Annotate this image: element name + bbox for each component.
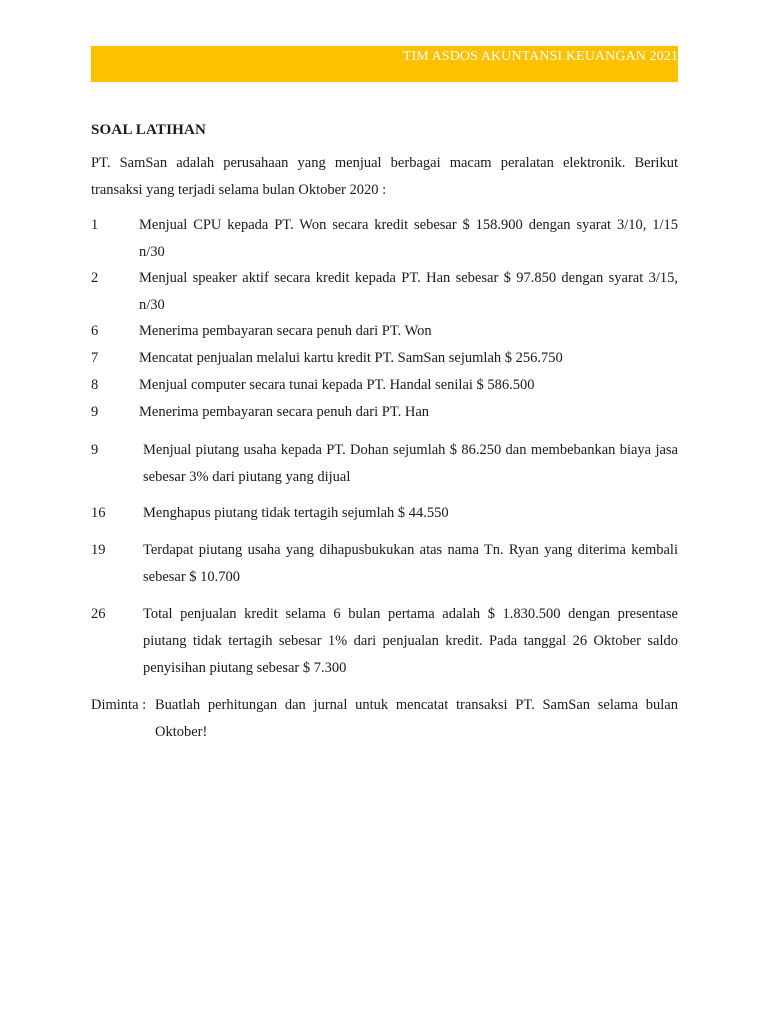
transaction-item — [91, 345, 678, 372]
transaction-item — [91, 500, 678, 527]
transaction-item — [91, 318, 678, 345]
transaction-text: Total penjualan kredit selama 6 bulan pertama adalah $ 1.830.500 dengan presentase piutang tidak tertagih sebesar 1% dari penjualan kredit. Pada tanggal 26 Oktober saldo penyisihan piutang sebesar $ 7.300 — [143, 606, 678, 676]
transaction-text: Menerima pembayaran secara penuh dari PT. Won — [139, 323, 432, 339]
header-bar — [91, 46, 678, 82]
transaction-date: 2 — [91, 270, 99, 286]
transaction-text: Menjual speaker aktif secara kredit kepada PT. Han sebesar $ 97.850 dengan syarat 3/15, n/30 — [139, 270, 678, 313]
transaction-item — [91, 537, 678, 591]
transaction-text: Menjual computer secara tunai kepada PT. Handal senilai $ 586.500 — [139, 377, 535, 393]
transaction-text: Menghapus piutang tidak tertagih sejumlah $ 44.550 — [143, 505, 449, 521]
transaction-item — [91, 372, 678, 399]
transaction-date: 1 — [91, 217, 99, 233]
task-label: Diminta : — [91, 697, 147, 713]
transaction-text: Menjual CPU kepada PT. Won secara kredit sebesar $ 158.900 dengan syarat 3/10, 1/15 n/30 — [139, 217, 678, 260]
transaction-date: 19 — [91, 542, 106, 558]
section-title: SOAL LATIHAN — [91, 122, 207, 138]
transaction-date: 6 — [91, 323, 99, 339]
task-text: Buatlah perhitungan dan jurnal untuk mencatat transaksi PT. SamSan selama bulan Oktober! — [155, 697, 678, 740]
transaction-date: 26 — [91, 606, 106, 622]
transaction-date: 7 — [91, 350, 99, 366]
transaction-item — [91, 399, 678, 426]
transaction-date: 9 — [91, 442, 99, 458]
transaction-date: 8 — [91, 377, 99, 393]
header-title: TIM ASDOS AKUNTANSI KEUANGAN 2021 — [402, 49, 678, 64]
transaction-text: Mencatat penjualan melalui kartu kredit PT. SamSan sejumlah $ 256.750 — [139, 350, 563, 366]
transaction-text: Terdapat piutang usaha yang dihapusbukukan atas nama Tn. Ryan yang diterima kembali sebesar $ 10.700 — [143, 542, 678, 585]
transaction-item — [91, 437, 678, 491]
transaction-item — [91, 212, 678, 266]
transaction-item — [91, 265, 678, 319]
transaction-date: 16 — [91, 505, 106, 521]
transaction-text: Menjual piutang usaha kepada PT. Dohan sejumlah $ 86.250 dan membebankan biaya jasa sebesar 3% dari piutang yang dijual — [143, 442, 678, 485]
intro-paragraph: PT. SamSan adalah perusahaan yang menjual berbagai macam peralatan elektronik. Berikut transaksi yang terjadi selama bulan Oktober 2020 : — [91, 155, 678, 198]
transaction-text: Menerima pembayaran secara penuh dari PT. Han — [139, 404, 430, 420]
task-instruction — [91, 692, 678, 746]
transaction-item — [91, 601, 678, 682]
transaction-date: 9 — [91, 404, 99, 420]
